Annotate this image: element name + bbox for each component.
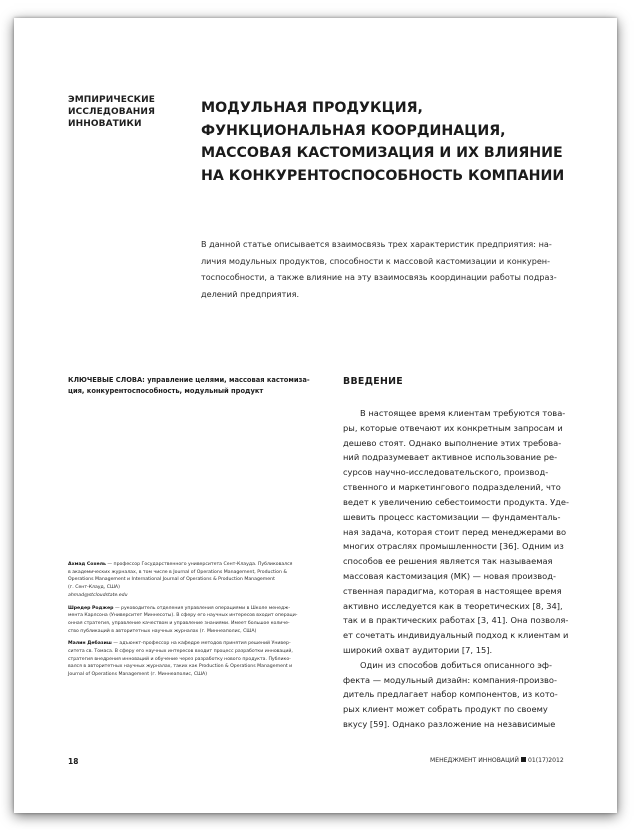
author-line [68,640,330,648]
body-line: широкий охват аудитории [7, 15]. [343,645,493,655]
body-line: ная задача, которая стоит перед менеджерами во [343,526,567,537]
journal-issue: 01(17)2012 [527,757,564,764]
body-line: дитель предлагает набор компонентов, из кото- [343,689,558,700]
body-line: фекта — модульный дизайн: компания-произво- [343,674,557,685]
body-line: рых клиент может собрать продукт по своему [343,704,548,715]
body-line: способов ее решения является так называемая [343,556,553,567]
body-line: сурсов научно-исследовательского, производ- [343,467,549,478]
body-line: ет сочетать индивидуальный подход к клиентам и [343,630,569,641]
author-bio-line: онная стратегия, управление качеством и управление знаниями. Имеет большое количе- [68,620,290,626]
body-line: массовая кастомизация (МК) — новая производ- [343,570,556,581]
body-line: шевить процесс кастомизации — фундаменталь- [343,511,561,522]
keywords [68,375,328,396]
author-line [68,605,330,613]
section-tag-line: ЭМПИРИЧЕСКИЕ [68,95,156,105]
body-line: В настоящее время клиентам требуются това- [360,408,566,418]
title-line: МАССОВАЯ КАСТОМИЗАЦИЯ И ИХ ВЛИЯНИЕ [201,145,563,161]
author-bio: — профессор Государственного университета Сент-Клауда. Публиковался [105,562,293,567]
author-name: Шредер Роджер [68,605,114,611]
author-block [68,561,330,600]
abstract-line: личия модульных продуктов, способности к массовой кастомизации и конкурен- [201,255,551,266]
page-number: 18 [68,757,79,766]
abstract-line: В данной статье описывается взаимосвязь трех характеристик предприятия: на- [201,239,552,249]
body-line: ры, которые отвечают их конкретным запросам и [343,422,563,433]
body-line: дешево стоят. Однако выполнение этих требова- [343,437,562,448]
title-line: ФУНКЦИОНАЛЬНАЯ КООРДИНАЦИЯ, [201,122,506,139]
author-email[interactable]: ahmad@stcloudstate.edu [68,592,128,598]
author-name: Малин Дебазиш [68,641,112,647]
author-bio-line: Operations Management и International Journal of Operations & Production Management [68,577,275,583]
author-info [68,561,330,684]
author-bio-line: Journal of Operations Management (г. Миннеаполис, США) [68,672,208,678]
body-line: так и в практических работах [3, 41]. Она позволя- [343,615,569,626]
author-block [68,605,330,636]
author-bio-line: стратегия внедрения инноваций и обучение через разработку нового продукта. Публико- [68,656,291,662]
author-bio: — адъюнкт-профессор на кафедре методов принятия решений Универ- [111,641,291,647]
title-line: МОДУЛЬНАЯ ПРОДУКЦИЯ, [201,100,423,116]
author-bio-line: мента Карлсона (Университет Миннесоты). В сферу его научных интересов входит операци- [68,613,298,619]
author-line [68,561,330,569]
author-bio-line: (г. Сент-Клауд, США) [68,585,120,591]
section-heading: ВВЕДЕНИЕ [343,376,403,387]
body-line: ведет к увеличению себестоимости продукта. Уде- [343,496,570,507]
keywords-line: ция, конкурентоспособность, модульный продукт [68,386,264,395]
body-line: Один из способов добиться описанного эф- [360,659,552,670]
author-bio-line: в академических журналах, в том числе в Journal of Operations Management, Production & [68,569,288,575]
author-bio-line: вался в авторитетных научных журналах, таких как Production & Operations Management и [68,664,293,670]
section-tag [68,94,188,130]
author-bio: — руководитель отделения управления операциями в Школе менедж- [113,605,291,611]
body-line: ственная парадигма, которая в настоящее время [343,585,562,596]
square-bullet-icon [521,757,526,762]
author-block [68,640,330,679]
abstract-line: тоспособности, а также влияние на эту взаимосвязь координации работы подраз- [201,272,557,283]
body-line: ственного и маркетингового подразделений, что [343,482,561,493]
abstract-line: делений предприятия. [201,288,300,299]
body-text [343,406,593,732]
body-line: вкусу [59]. Однако разложение на независимые [343,719,556,730]
abstract [201,236,593,302]
keywords-line: КЛЮЧЕВЫЕ СЛОВА: управление целями, массовая кастомиза- [68,376,310,384]
section-tag-line: ИННОВАТИКИ [68,119,142,129]
author-bio-line: ситета св. Томаса. В сферу его научных интересов входит процесс разработки инноваций, [68,649,293,655]
journal-footer [430,757,600,764]
body-line: активно исследуется как в теоретических [8, 34], [343,600,563,611]
journal-name: МЕНЕДЖМЕНТ ИННОВАЦИЙ [430,757,519,764]
body-line: ний подразумевает активное использование ре- [343,452,558,463]
section-tag-line: ИССЛЕДОВАНИЯ [68,107,156,117]
body-line: многих отраслях промышленности [36]. Одним из [343,541,564,552]
author-name: Ахмад Сохель [68,562,106,567]
title-line: НА КОНКУРЕНТОСПОСОБНОСТЬ КОМПАНИИ [201,167,565,184]
author-bio-line: ство публикаций в авторитетных научных журналах (г. Миннеаполис, США) [68,628,257,634]
article-title [201,97,601,187]
